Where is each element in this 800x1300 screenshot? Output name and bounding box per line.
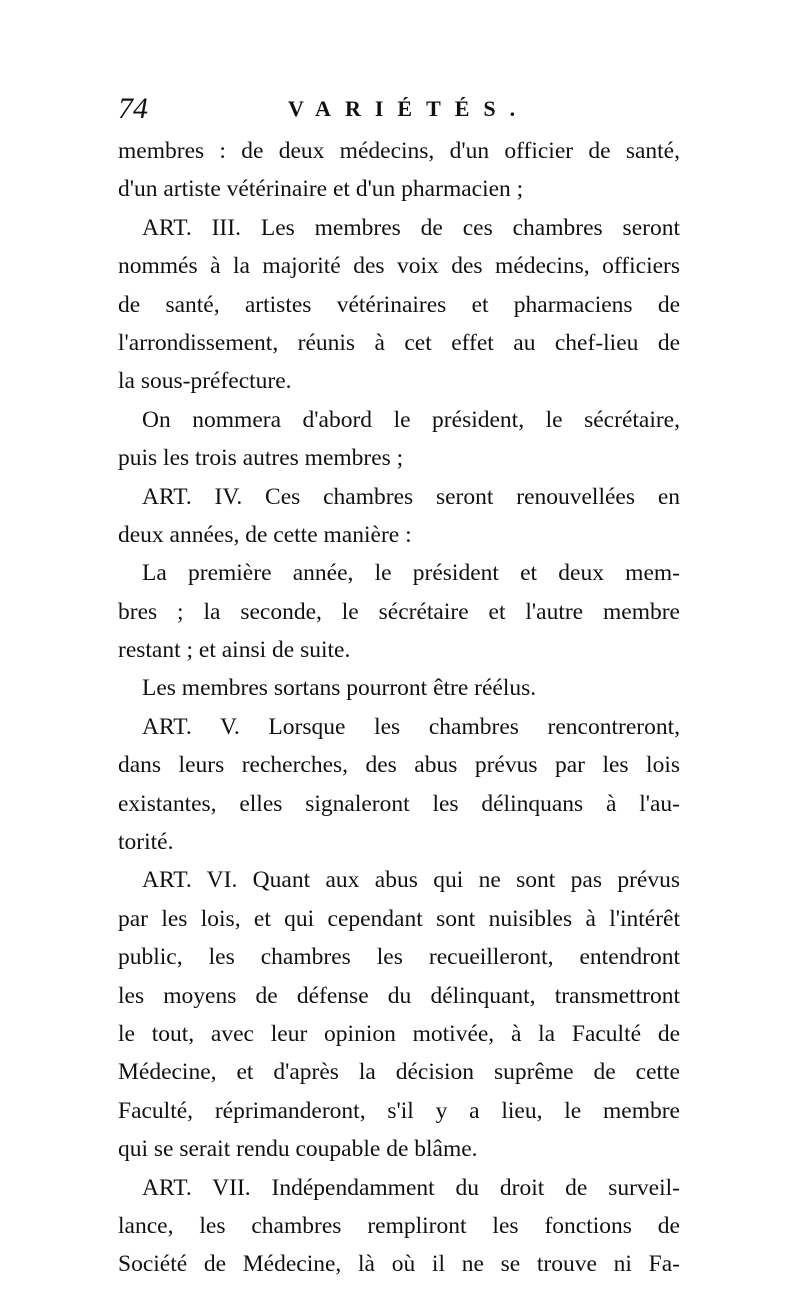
text-line: bres ; la seconde, le sécrétaire et l'autre membre xyxy=(118,598,680,625)
text-line: ART. III. Les membres de ces chambres seront xyxy=(142,214,680,241)
text-line: membres : de deux médecins, d'un officier de santé, xyxy=(118,138,680,164)
text-line: On nommera d'abord le président, le sécrétaire, xyxy=(142,406,680,433)
text-line: Médecine, et d'après la décision suprême de cette xyxy=(118,1059,680,1086)
text-line: La première année, le président et deux mem- xyxy=(142,560,680,587)
text-line: public, les chambres les recueilleront, entendront xyxy=(118,944,680,971)
text-line: par les lois, et qui cependant sont nuisibles à l'intérêt xyxy=(118,905,680,932)
text-line: ART. V. Lorsque les chambres rencontreront, xyxy=(142,713,680,740)
text-line: de santé, artistes vétérinaires et pharmaciens de xyxy=(118,291,680,318)
text-line: qui se serait rendu coupable de blâme. xyxy=(118,1136,478,1163)
text-line: la sous-préfecture. xyxy=(118,368,292,395)
text-line: existantes, elles signaleront les délinquans à l'au- xyxy=(118,790,680,817)
text-line: restant ; et ainsi de suite. xyxy=(118,637,351,664)
text-line: Société de Médecine, là où il ne se trouve ni Fa- xyxy=(118,1251,680,1278)
text-line: les moyens de défense du délinquant, transmettront xyxy=(118,982,680,1009)
text-line: l'arrondissement, réunis à cet effet au chef-lieu de xyxy=(118,329,680,356)
text-line: puis les trois autres membres ; xyxy=(118,445,404,472)
running-title: VARIÉTÉS. xyxy=(288,96,530,121)
text-line: dans leurs recherches, des abus prévus par les lois xyxy=(118,752,680,779)
text-line: ART. VII. Indépendamment du droit de surveil- xyxy=(142,1174,680,1201)
text-line: le tout, avec leur opinion motivée, à la Faculté de xyxy=(118,1020,680,1047)
text-line: torité. xyxy=(118,829,174,856)
body-text xyxy=(118,132,680,1284)
page-number: 74 xyxy=(118,92,148,125)
text-line: ART. VI. Quant aux abus qui ne sont pas prévus xyxy=(142,867,680,894)
text-line: ART. IV. Ces chambres seront renouvellées en xyxy=(142,483,680,510)
page-header xyxy=(118,88,678,128)
text-line: lance, les chambres rempliront les fonctions de xyxy=(118,1212,680,1239)
text-line: d'un artiste vétérinaire et d'un pharmacien ; xyxy=(118,176,524,203)
text-line: Faculté, réprimanderont, s'il y a lieu, le membre xyxy=(118,1097,680,1124)
text-line: deux années, de cette manière : xyxy=(118,521,412,548)
text-line: nommés à la majorité des voix des médecins, officiers xyxy=(118,253,680,280)
text-line: Les membres sortans pourront être réélus. xyxy=(142,675,537,702)
